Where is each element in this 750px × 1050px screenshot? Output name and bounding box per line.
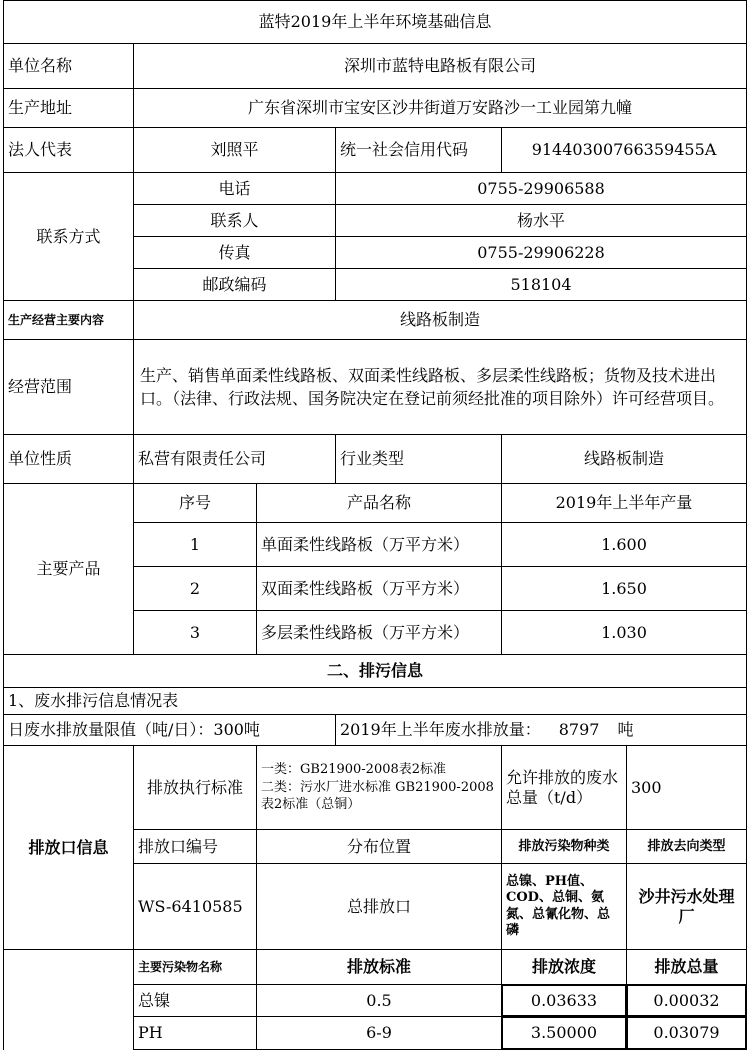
standard-line-2: 二类：污水厂进水标准 GB21900-2008表2标准（总铜）	[261, 779, 494, 813]
scope-label: 经营范围	[3, 339, 134, 435]
product-row-2-output: 1.650	[501, 566, 747, 611]
half-year-discharge-label: 2019年上半年废水排放量：	[340, 720, 541, 739]
outlet-label: 排放口信息	[3, 745, 134, 950]
contact-person-value: 杨水平	[335, 204, 747, 237]
pollutant-row-1-name: 总镍	[133, 984, 257, 1017]
pollutant-header-total: 排放总量	[626, 949, 747, 985]
products-header-no: 序号	[133, 483, 257, 523]
half-year-discharge-value: 8797	[558, 720, 600, 739]
products-label: 主要产品	[3, 483, 134, 655]
contact-label: 联系方式	[3, 172, 134, 301]
sheet-title: 蓝特2019年上半年环境基础信息	[3, 0, 747, 44]
product-row-1-name: 单面柔性线路板（万平方米）	[256, 522, 502, 567]
outlet-code-value: WS-6410585	[133, 863, 257, 950]
pollutant-row-1-total: 0.00032	[626, 984, 747, 1017]
pollutant-row-2-total: 0.03079	[626, 1016, 747, 1050]
pollutant-row-2-concentration: 3.50000	[501, 1016, 627, 1050]
pollutant-types-label: 排放污染物种类	[501, 829, 627, 864]
product-row-2-name: 双面柔性线路板（万平方米）	[256, 566, 502, 611]
credit-code-label: 统一社会信用代码	[335, 127, 502, 173]
address-value: 广东省深圳市宝安区沙井街道万安路沙一工业园第九幢	[133, 88, 747, 128]
destination-type-label: 排放去向类型	[626, 829, 747, 864]
nature-value: 私营有限责任公司	[133, 434, 336, 484]
unit-name-label: 单位名称	[3, 43, 134, 89]
outlet-location-label: 分布位置	[256, 829, 502, 864]
contact-postcode-label: 邮政编码	[133, 268, 336, 301]
contact-fax-label: 传真	[133, 236, 336, 269]
contact-person-label: 联系人	[133, 204, 336, 237]
contact-fax-value: 0755-29906228	[335, 236, 747, 269]
outlet-code-label: 排放口编号	[133, 829, 257, 864]
pollutant-header-standard: 排放标准	[256, 949, 502, 985]
standard-label: 排放执行标准	[133, 745, 257, 830]
product-row-3-no: 3	[133, 610, 257, 655]
standard-line-1: 一类：GB21900-2008表2标准	[261, 762, 447, 778]
destination-type-value: 沙井污水处理厂	[626, 863, 747, 950]
half-year-discharge-unit: 吨	[617, 720, 634, 739]
pollutant-row-2-standard: 6-9	[256, 1016, 502, 1050]
industry-label: 行业类型	[335, 434, 502, 484]
legal-rep-label: 法人代表	[3, 127, 134, 173]
industry-value: 线路板制造	[501, 434, 747, 484]
credit-code-value: 91440300766359455A	[501, 127, 747, 173]
allowed-total-value: 300	[626, 745, 747, 830]
wastewater-subtitle: 1、废水排污信息情况表	[3, 687, 747, 715]
standard-value	[256, 745, 502, 830]
product-row-1-no: 1	[133, 522, 257, 567]
pollutant-row-2-name: PH	[133, 1016, 257, 1050]
product-row-1-output: 1.600	[501, 522, 747, 567]
section-2-title: 二、排污信息	[3, 654, 747, 688]
pollutant-table-left-blank	[3, 949, 134, 1050]
products-header-output: 2019年上半年产量	[501, 483, 747, 523]
daily-limit: 日废水排放量限值（吨/日）：300吨	[3, 714, 336, 746]
allowed-total-label: 允许排放的废水总量（t/d）	[501, 745, 627, 830]
pollutant-row-1-concentration: 0.03633	[501, 984, 627, 1017]
product-row-2-no: 2	[133, 566, 257, 611]
unit-name-value: 深圳市蓝特电路板有限公司	[133, 43, 747, 89]
outlet-location-value: 总排放口	[256, 863, 502, 950]
pollutant-types-value: 总镍、PH值、COD、总铜、氨氮、总氰化物、总磷	[501, 863, 627, 950]
main-business-value: 线路板制造	[133, 300, 747, 340]
nature-label: 单位性质	[3, 434, 134, 484]
contact-postcode-value: 518104	[335, 268, 747, 301]
main-business-label: 生产经营主要内容	[3, 300, 134, 340]
address-label: 生产地址	[3, 88, 134, 128]
product-row-3-name: 多层柔性线路板（万平方米）	[256, 610, 502, 655]
contact-phone-value: 0755-29906588	[335, 172, 747, 205]
product-row-3-output: 1.030	[501, 610, 747, 655]
legal-rep-value: 刘照平	[133, 127, 336, 173]
pollutant-header-name: 主要污染物名称	[133, 949, 257, 985]
contact-phone-label: 电话	[133, 172, 336, 205]
pollutant-header-concentration: 排放浓度	[501, 949, 627, 985]
half-year-discharge	[335, 714, 747, 746]
pollutant-row-1-standard: 0.5	[256, 984, 502, 1017]
scope-value: 生产、销售单面柔性线路板、双面柔性线路板、多层柔性线路板；货物及技术进出口。（法律、行政法规、国务院决定在登记前须经批准的项目除外）许可经营项目。	[133, 339, 747, 435]
products-header-name: 产品名称	[256, 483, 502, 523]
